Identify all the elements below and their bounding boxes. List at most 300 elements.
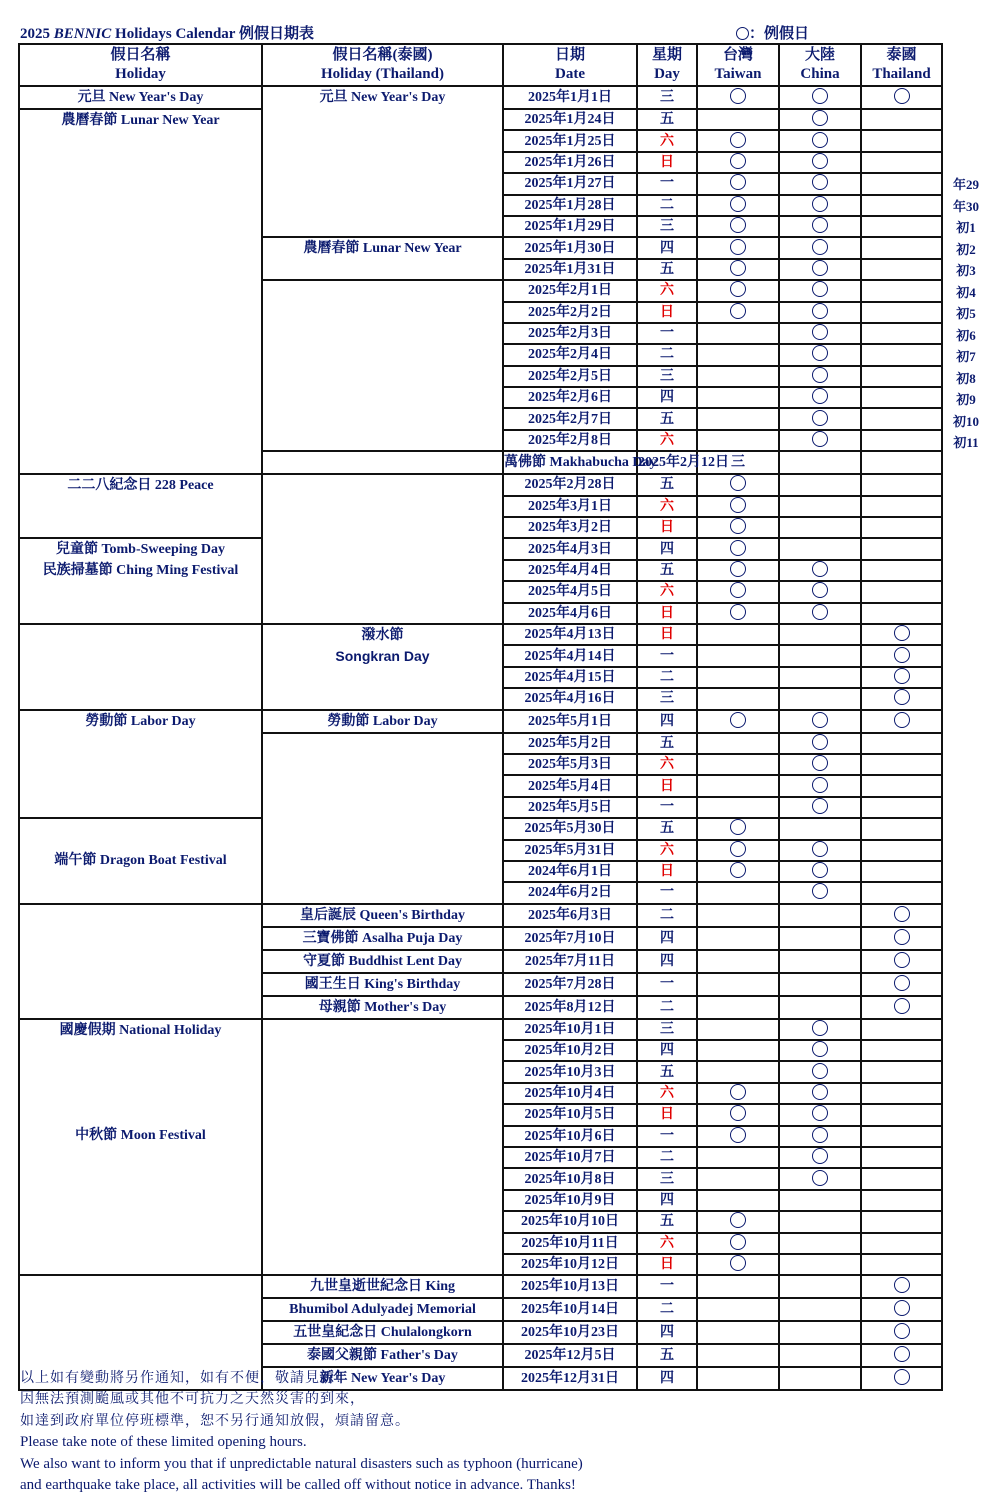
taiwan-mark: [697, 775, 779, 796]
taiwan-mark: [697, 195, 779, 216]
date-cell: 2025年5月2日: [503, 733, 637, 754]
day-cell: 六: [637, 430, 697, 451]
circle-icon: [736, 27, 749, 40]
date-cell: 2025年5月3日: [503, 754, 637, 775]
thailand-mark: [861, 344, 942, 365]
table-row: [19, 1019, 942, 1040]
taiwan-mark: [697, 840, 779, 861]
china-mark: [779, 624, 861, 645]
china-mark: [779, 1019, 861, 1040]
lunar-date-label: 初1: [956, 220, 976, 235]
circle-icon: [730, 561, 746, 577]
date-cell: 2025年5月31日: [503, 840, 637, 861]
thailand-mark: [861, 173, 942, 194]
taiwan-mark: [697, 1126, 779, 1147]
day-cell: 三: [637, 688, 697, 709]
circle-icon: [812, 217, 828, 233]
china-mark: [779, 927, 861, 950]
taiwan-mark: [697, 130, 779, 151]
holiday-name: 九世皇逝世紀念日 King: [309, 1279, 456, 1295]
circle-icon: [812, 324, 828, 340]
day-cell: 四: [637, 387, 697, 408]
day-cell: 二: [637, 996, 697, 1019]
china-mark: [779, 1061, 861, 1082]
date-cell: 2025年10月6日: [503, 1126, 637, 1147]
china-mark: [779, 344, 861, 365]
china-mark: [779, 1040, 861, 1061]
date-cell: 2025年10月4日: [503, 1083, 637, 1104]
circle-icon: [730, 132, 746, 148]
day-cell: 六: [637, 754, 697, 775]
title-brand: BENNIC: [53, 26, 112, 42]
holiday-cell: [19, 474, 262, 538]
circle-icon: [730, 1084, 746, 1100]
day-cell: 六: [637, 1233, 697, 1254]
thai-holiday-cell: [262, 474, 503, 624]
day-cell: 二: [637, 667, 697, 688]
china-mark: [779, 1321, 861, 1344]
holiday-name: 農曆春節 Lunar New Year: [303, 241, 462, 257]
date-cell: 2025年1月25日: [503, 130, 637, 151]
china-mark: [779, 797, 861, 818]
thailand-mark: [861, 667, 942, 688]
circle-icon: [812, 239, 828, 255]
day-cell: 日: [637, 152, 697, 173]
day-cell: 四: [637, 1040, 697, 1061]
holiday-name: 農曆春節 Lunar New Year: [61, 113, 220, 128]
taiwan-mark: [697, 1104, 779, 1125]
holiday-cell: [19, 1019, 262, 1276]
day-cell: 五: [637, 109, 697, 130]
china-mark: [779, 754, 861, 775]
circle-icon: [812, 303, 828, 319]
china-mark: [779, 667, 861, 688]
date-cell: 2025年4月5日: [503, 581, 637, 602]
date-cell: 2025年1月24日: [503, 109, 637, 130]
thailand-mark: [861, 408, 942, 429]
date-cell: 2025年7月11日: [503, 950, 637, 973]
taiwan-mark: [697, 1254, 779, 1275]
thailand-mark: [861, 216, 942, 237]
day-cell: 日: [637, 775, 697, 796]
day-cell: 日: [637, 1254, 697, 1275]
circle-icon: [730, 540, 746, 556]
lunar-date-label: 初5: [956, 306, 976, 321]
date-cell: 2025年5月30日: [503, 818, 637, 839]
date-cell: 2025年10月1日: [503, 1019, 637, 1040]
footer-line: 以上如有變動將另作通知，如有不便，敬請見諒！: [20, 1371, 350, 1386]
holiday-cell: [19, 624, 262, 710]
lunar-date-label: 初9: [956, 392, 976, 407]
date-cell: 2025年2月5日: [503, 366, 637, 387]
day-cell: 日: [637, 603, 697, 624]
china-mark: [779, 950, 861, 973]
china-mark: [779, 1104, 861, 1125]
footer-line: We also want to inform you that if unpredictable natural disasters such as typhoon (hurricane): [20, 1455, 583, 1472]
holiday-cell: [19, 538, 262, 624]
china-mark: [779, 1168, 861, 1189]
date-cell: 2025年2月1日: [503, 280, 637, 301]
thailand-mark: [861, 973, 942, 996]
day-cell: 日: [637, 624, 697, 645]
taiwan-mark: [697, 1321, 779, 1344]
lunar-date-label: 初4: [956, 284, 976, 300]
thailand-mark: [861, 996, 942, 1019]
china-mark: [779, 1147, 861, 1168]
day-cell: 三: [637, 216, 697, 237]
table-header-row: [19, 44, 942, 86]
china-mark: [779, 259, 861, 280]
date-cell: 2025年2月8日: [503, 430, 637, 451]
taiwan-mark: [779, 451, 861, 474]
lunar-date-label: 年29: [952, 177, 979, 192]
holiday-cell: [19, 710, 262, 819]
circle-icon: [730, 1234, 746, 1250]
china-mark: [779, 109, 861, 130]
circle-icon: [812, 410, 828, 426]
day-cell: 二: [637, 1147, 697, 1168]
thailand-mark: [861, 496, 942, 517]
china-mark: [779, 710, 861, 733]
holiday-name: 元旦 New Year's Day: [77, 90, 204, 105]
holiday-name: 勞動節 Labor Day: [85, 713, 196, 729]
date-cell: 2025年4月13日: [503, 624, 637, 645]
circle-icon: [730, 582, 746, 598]
table-row: [19, 86, 942, 109]
thai-holiday-cell: [503, 451, 657, 474]
thailand-mark: [861, 624, 942, 645]
circle-icon: [812, 883, 828, 899]
circle-icon: [730, 196, 746, 212]
day-cell: 五: [637, 1211, 697, 1232]
holiday-name: Bhumibol Adulyadej Memorial: [289, 1302, 476, 1318]
circle-icon: [730, 1212, 746, 1228]
lunar-date-label: 年30: [952, 198, 979, 214]
thailand-mark: [861, 581, 942, 602]
lunar-date-label: 初6: [956, 327, 976, 343]
circle-icon: [894, 625, 910, 641]
date-cell: 2025年7月10日: [503, 927, 637, 950]
day-cell: 五: [637, 474, 697, 495]
china-mark: [779, 973, 861, 996]
day-cell: 四: [637, 237, 697, 258]
day-cell: 六: [637, 496, 697, 517]
china-mark: [779, 387, 861, 408]
holiday-name: 五世皇紀念日 Chulalongkorn: [293, 1325, 472, 1341]
taiwan-mark: [697, 950, 779, 973]
circle-icon: [730, 217, 746, 233]
holiday-name: 三寶佛節 Asalha Puja Day: [302, 930, 463, 946]
circle-icon: [812, 755, 828, 771]
china-mark: [779, 86, 861, 109]
circle-icon: [812, 604, 828, 620]
date-cell: 2025年5月1日: [503, 710, 637, 733]
date-cell: 2025年7月28日: [503, 973, 637, 996]
china-mark: [779, 818, 861, 839]
legend: [736, 22, 809, 43]
circle-icon: [894, 88, 910, 104]
thailand-mark: [861, 560, 942, 581]
date-cell: 2025年10月13日: [503, 1275, 637, 1298]
circle-icon: [812, 1105, 828, 1121]
day-cell: 三: [637, 366, 697, 387]
thailand-mark: [861, 840, 942, 861]
thailand-mark: [861, 1019, 942, 1040]
taiwan-mark: [697, 366, 779, 387]
holiday-cell: [19, 86, 262, 109]
date-cell: 2025年1月28日: [503, 195, 637, 216]
taiwan-mark: [697, 1019, 779, 1040]
circle-icon: [812, 1148, 828, 1164]
thailand-mark: [861, 130, 942, 151]
day-cell: 一: [637, 173, 697, 194]
thailand-mark: [861, 927, 942, 950]
china-mark: [779, 195, 861, 216]
thailand-mark: [861, 1254, 942, 1275]
circle-icon: [812, 841, 828, 857]
taiwan-mark: [697, 408, 779, 429]
circle-icon: [812, 281, 828, 297]
taiwan-mark: [697, 645, 779, 666]
day-cell: 日: [637, 861, 697, 882]
china-mark: [779, 904, 861, 927]
date-cell: 2025年5月4日: [503, 775, 637, 796]
taiwan-mark: [697, 973, 779, 996]
day-cell: 一: [637, 882, 697, 903]
date-cell: 2025年5月5日: [503, 797, 637, 818]
thai-holiday-cell: [262, 86, 503, 237]
date-cell: 2025年10月12日: [503, 1254, 637, 1275]
taiwan-mark: [697, 216, 779, 237]
china-mark: [779, 1211, 861, 1232]
china-mark: [779, 840, 861, 861]
taiwan-mark: [697, 754, 779, 775]
circle-icon: [894, 1323, 910, 1339]
taiwan-mark: [697, 797, 779, 818]
circle-icon: [812, 561, 828, 577]
circle-icon: [812, 1020, 828, 1036]
day-cell: 二: [637, 344, 697, 365]
thailand-mark: [861, 387, 942, 408]
header-date: 日期 Date: [503, 44, 637, 86]
china-mark: [779, 1126, 861, 1147]
circle-icon: [730, 260, 746, 276]
taiwan-mark: [697, 496, 779, 517]
circle-icon: [894, 668, 910, 684]
thailand-mark: [861, 797, 942, 818]
thailand-mark: [861, 474, 942, 495]
thailand-mark: [861, 430, 942, 451]
china-mark: [779, 560, 861, 581]
china-mark: [779, 1190, 861, 1211]
taiwan-mark: [697, 1275, 779, 1298]
china-mark: [779, 861, 861, 882]
taiwan-mark: [697, 152, 779, 173]
circle-icon: [812, 1170, 828, 1186]
circle-icon: [730, 303, 746, 319]
holiday-name: 泰國父親節 Father's Day: [307, 1348, 458, 1364]
taiwan-mark: [697, 474, 779, 495]
header-taiwan: 台灣 Taiwan: [697, 44, 779, 86]
thai-holiday-cell: [262, 280, 503, 451]
date-cell: 2025年2月28日: [503, 474, 637, 495]
thailand-mark: [861, 86, 942, 109]
thailand-mark: [861, 1298, 942, 1321]
holiday-name: [20, 1104, 261, 1125]
taiwan-mark: [697, 173, 779, 194]
thai-holiday-cell: [262, 1344, 503, 1367]
china-mark: [861, 451, 942, 474]
day-cell: 四: [637, 927, 697, 950]
holiday-name: 勞動節 Labor Day: [327, 713, 438, 729]
circle-icon: [894, 1300, 910, 1316]
taiwan-mark: [697, 1211, 779, 1232]
day-cell: 六: [637, 280, 697, 301]
china-mark: [779, 996, 861, 1019]
date-cell: 2025年10月11日: [503, 1233, 637, 1254]
circle-icon: [730, 174, 746, 190]
china-mark: [779, 1233, 861, 1254]
date-cell: 2025年1月29日: [503, 216, 637, 237]
date-cell: 2025年1月30日: [503, 237, 637, 258]
title-text: Holidays Calendar 例假日期表: [115, 26, 314, 42]
date-cell: 2025年10月5日: [503, 1104, 637, 1125]
date-cell: 2025年1月31日: [503, 259, 637, 280]
holiday-name: 新年 New Year's Day: [319, 1371, 446, 1387]
circle-icon: [730, 239, 746, 255]
china-mark: [779, 733, 861, 754]
holiday-name: [20, 1062, 261, 1083]
day-cell: 六: [637, 581, 697, 602]
thailand-mark: [861, 688, 942, 709]
circle-icon: [730, 281, 746, 297]
taiwan-mark: [697, 280, 779, 301]
header-thailand: 泰國 Thailand: [861, 44, 942, 86]
taiwan-mark: [697, 861, 779, 882]
thailand-mark: [861, 1168, 942, 1189]
thailand-mark: [861, 302, 942, 323]
date-cell: 2025年10月10日: [503, 1211, 637, 1232]
thailand-mark: [861, 882, 942, 903]
circle-icon: [894, 1369, 910, 1385]
day-cell: 六: [637, 130, 697, 151]
holiday-name: 兒童節 Tomb-Sweeping Day: [55, 542, 226, 558]
circle-icon: [730, 497, 746, 513]
taiwan-mark: [697, 818, 779, 839]
circle-icon: [812, 174, 828, 190]
thailand-mark: [861, 1040, 942, 1061]
thailand-mark: [861, 1126, 942, 1147]
circle-icon: [894, 647, 910, 663]
date-cell: 2025年12月5日: [503, 1344, 637, 1367]
thailand-mark: [861, 950, 942, 973]
circle-icon: [730, 819, 746, 835]
thailand-mark: [861, 195, 942, 216]
taiwan-mark: [697, 603, 779, 624]
thai-holiday-cell: [262, 624, 503, 710]
holiday-table: [18, 43, 943, 1391]
china-mark: [779, 130, 861, 151]
thailand-mark: [861, 109, 942, 130]
day-cell: 三: [697, 451, 779, 474]
thailand-mark: [861, 733, 942, 754]
circle-icon: [812, 132, 828, 148]
date-cell: 2025年12月31日: [503, 1367, 637, 1390]
taiwan-mark: [697, 1168, 779, 1189]
date-cell: 2025年1月26日: [503, 152, 637, 173]
china-mark: [779, 538, 861, 559]
thailand-mark: [861, 1147, 942, 1168]
china-mark: [779, 302, 861, 323]
day-cell: 五: [637, 818, 697, 839]
holiday-name: 潑水節: [361, 627, 404, 643]
taiwan-mark: [697, 517, 779, 538]
china-mark: [779, 1344, 861, 1367]
thailand-mark: [861, 517, 942, 538]
day-cell: 四: [637, 1190, 697, 1211]
circle-icon: [812, 712, 828, 728]
date-cell: 2025年10月2日: [503, 1040, 637, 1061]
thai-holiday-cell: [262, 1019, 503, 1276]
thai-holiday-cell: [262, 1321, 503, 1344]
lunar-date-label: 初2: [956, 241, 976, 257]
taiwan-mark: [697, 323, 779, 344]
circle-icon: [812, 110, 828, 126]
circle-icon: [894, 906, 910, 922]
china-mark: [779, 152, 861, 173]
holiday-name: 二二八紀念日 228 Peace: [67, 478, 214, 494]
day-cell: 五: [637, 560, 697, 581]
thailand-mark: [861, 1321, 942, 1344]
china-mark: [779, 1275, 861, 1298]
date-cell: 2025年1月1日: [503, 86, 637, 109]
day-cell: 五: [637, 259, 697, 280]
taiwan-mark: [697, 302, 779, 323]
circle-icon: [894, 1277, 910, 1293]
circle-icon: [730, 841, 746, 857]
circle-icon: [812, 388, 828, 404]
thailand-mark: [861, 861, 942, 882]
thailand-mark: [861, 366, 942, 387]
china-mark: [779, 882, 861, 903]
taiwan-mark: [697, 1367, 779, 1390]
day-cell: 四: [637, 950, 697, 973]
thai-holiday-cell: [262, 973, 503, 996]
date-cell: 2025年4月14日: [503, 645, 637, 666]
date-cell: 2025年10月3日: [503, 1061, 637, 1082]
date-cell: 2025年4月4日: [503, 560, 637, 581]
table-row: [19, 474, 942, 495]
china-mark: [779, 775, 861, 796]
china-mark: [779, 581, 861, 602]
thailand-mark: [861, 1344, 942, 1367]
circle-icon: [894, 712, 910, 728]
taiwan-mark: [697, 259, 779, 280]
date-cell: 2025年1月27日: [503, 173, 637, 194]
china-mark: [779, 517, 861, 538]
footer-line: 因無法預測颱風或其他不可抗力之天然災害的到來，: [20, 1392, 365, 1408]
circle-icon: [894, 689, 910, 705]
circle-icon: [894, 998, 910, 1014]
header-china: 大陸 China: [779, 44, 861, 86]
lunar-date-label: 初7: [956, 349, 976, 364]
header-holiday: 假日名稱 Holiday: [19, 44, 262, 86]
date-cell: 2025年8月12日: [503, 996, 637, 1019]
day-cell: 二: [637, 195, 697, 216]
date-cell: 2025年2月3日: [503, 323, 637, 344]
circle-icon: [730, 88, 746, 104]
table-row: [19, 904, 942, 927]
